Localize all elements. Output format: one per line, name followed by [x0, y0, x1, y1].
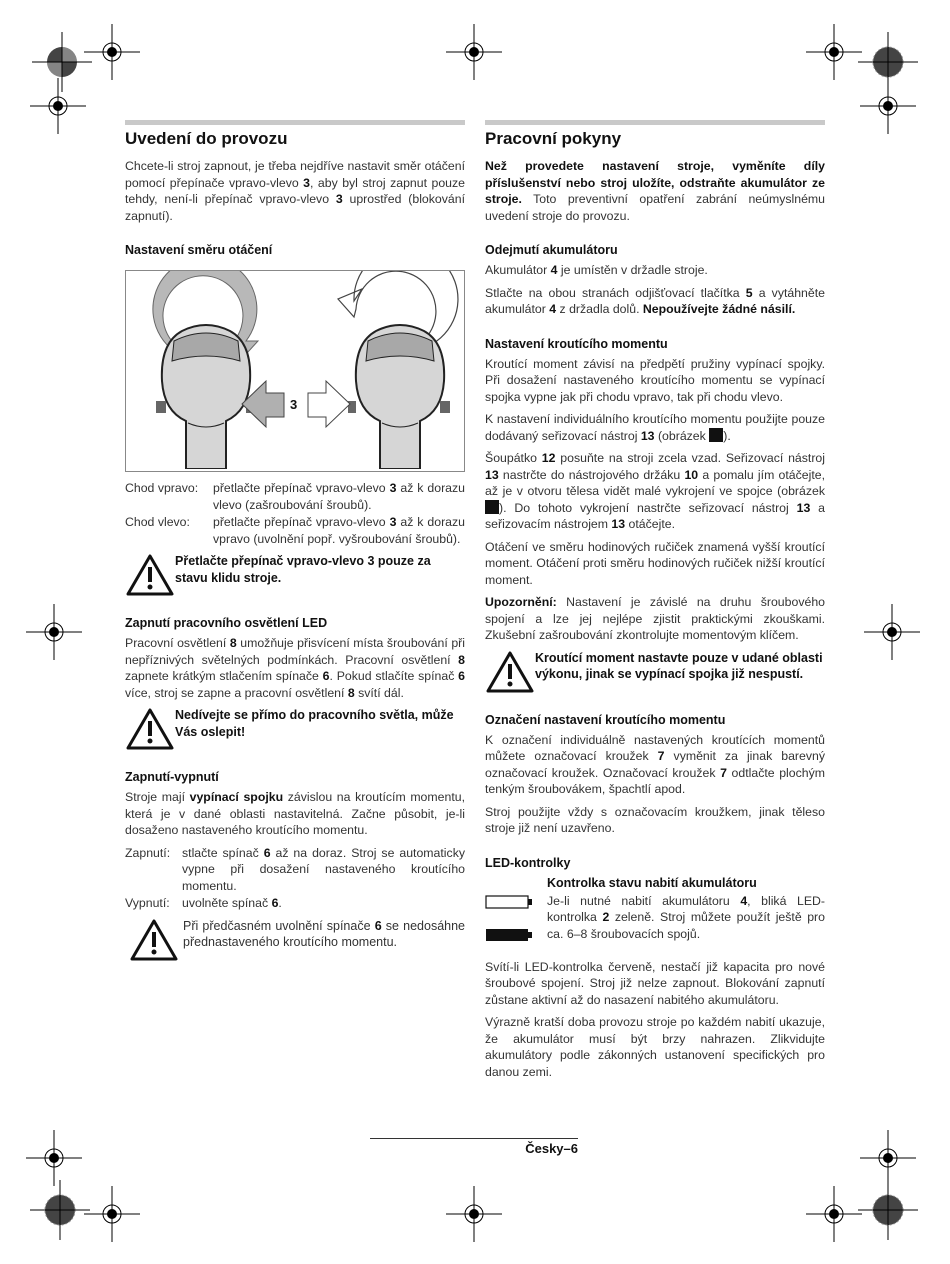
registration-mark-icon [856, 1178, 920, 1242]
led-indicator-paragraph-2: Svítí-li LED-kontrolka červeně, nestačí již kapacita pro nové šroubové spojení. Stroj již nelze zapnout. Blokování zapnutí zůstane aktivní až do nasazení nabitého akumulátoru. [485, 959, 825, 1007]
left-column [125, 120, 465, 970]
registration-target-icon [84, 1186, 140, 1242]
figure-reference-icon [485, 500, 499, 514]
on-definition: Zapnutí: stlačte spínač 6 až na doraz. Stroj se automaticky vypne při dosažení nastaveného kroutícího momentu. [125, 845, 465, 893]
torque-paragraph-3: Šoupátko 12 posuňte na stroji zcela vzad. Seřizovací nástroj 13 nastrčte do nástrojového držáku 10 a pomalu jím otáčejte, až je v otvoru tělesa vidět malé vykrojení ve spojce (obrázek ). Do tohoto vykrojení nastrčte seřizovací nástroj 13 a seřizovacím nástrojem 13 otáčejte. [485, 451, 825, 531]
led-paragraph: Pracovní osvětlení 8 umožňuje přisvícení místa šroubování při nepříznivých světelných podmínkách. Pracovní osvětlení 8 zapnete krátkým stlačením spínače 6. Pokud stlačíte spínač 6 více, stroj se zapne a pracovní osvětlení 8 svítí dál. [125, 636, 466, 700]
led-indicator-heading: LED-kontrolky [485, 855, 571, 870]
section-title: Pracovní pokyny [485, 129, 622, 148]
reverse-definition: Chod vlevo: přetlačte přepínač vpravo-vlevo 3 až k dorazu vpravo (uvolnění popř. vyšroubování šroubů). [125, 515, 465, 546]
torque-paragraph-2: K nastavení individuálního kroutícího momentu použijte pouze dodávaný seřizovací nástroj 13 (obrázek ). [485, 412, 825, 443]
battery-empty-icon [485, 895, 533, 909]
warning-icon [125, 553, 175, 597]
section-rule [125, 120, 465, 125]
intro-paragraph: Chcete-li stroj zapnout, je třeba nejdříve nastavit směr otáčení pomocí přepínače vpravo-vlevo 3, aby byl stroj zapnut pouze tehdy, není-li přepínač vpravo-vlevo 3 uprostřed (blokování zapnutí). [125, 159, 465, 223]
footer-rule [370, 1138, 578, 1139]
drill-direction-illustration [126, 271, 464, 469]
warning-light: Nedívejte se přímo do pracovního světla, může Vás oslepit! [125, 707, 465, 751]
registration-target-icon [446, 24, 502, 80]
battery-heading: Odejmutí akumulátoru [485, 243, 618, 257]
direction-figure [125, 270, 465, 472]
mark-paragraph-2: Stroj použijte vždy s označovacím kroužkem, jinak těleso stroje již není uzavřeno. [485, 804, 825, 835]
registration-target-icon [26, 604, 82, 660]
torque-paragraph-1: Kroutící moment závisí na předpětí pružiny vypínací spojky. Při dosažení nastaveného kroutícího momentu se vypínací spojka vypne jak při chodu vpravo, tak při chodu vlevo. [485, 356, 825, 404]
battery-paragraph-2: Stlačte na obou stranách odjišťovací tlačítka 5 a vytáhněte akumulátor 4 z držadla dolů. Nepoužívejte žádné násilí. [485, 285, 825, 316]
warning-icon [485, 650, 535, 694]
section-rule [485, 120, 825, 125]
registration-mark-icon [28, 1178, 92, 1242]
direction-heading: Nastavení směru otáčení [125, 243, 273, 257]
drill-left-icon [156, 325, 254, 469]
warning-icon [125, 707, 175, 751]
led-indicator-subheading: Kontrolka stavu nabití akumulátoru [547, 875, 757, 890]
led-indicator-block [485, 875, 825, 959]
onoff-paragraph: Stroje mají vypínací spojku závislou na kroutícím momentu, která je v dané oblasti nastavitelná. Začne působit, je-li dosaženo nastaveného kroutícího momentu. [125, 790, 465, 837]
warning-switch: Přetlačte přepínač vpravo-vlevo 3 pouze za stavu klidu stroje. [125, 553, 465, 597]
off-definition: Vypnutí: uvolněte spínač 6. [125, 896, 282, 910]
warning-icon [125, 918, 183, 962]
led-heading: Zapnutí pracovního osvětlení LED [125, 616, 328, 630]
registration-target-icon [30, 78, 86, 134]
torque-paragraph-4: Otáčení ve směru hodinových ručiček znamená vyšší kroutící moment. Otáčení proti směru hodinových ručiček nižší kroutící moment. [485, 539, 825, 587]
torque-heading: Nastavení kroutícího momentu [485, 336, 668, 351]
figure-reference-icon [709, 428, 723, 442]
onoff-heading: Zapnutí-vypnutí [125, 770, 219, 784]
mark-paragraph-1: K označení individuálně nastavených kroutících momentů můžete označovací kroužek 7 vyměnit za jinak barevný označovací kroužek. Označovací kroužek 7 odtlačte plochým tenkým šroubovákem, špachtlí apod. [485, 732, 826, 796]
registration-target-icon [806, 1186, 862, 1242]
page-number: Česky–6 [525, 1141, 578, 1156]
battery-paragraph-1: Akumulátor 4 je umístěn v držadle stroje. [485, 263, 708, 277]
registration-target-icon [860, 78, 916, 134]
intro-paragraph: Než provedete nastavení stroje, vyměníte díly příslušenství nebo stroj uložíte, odstraňte akumulátor ze stroje. Toto preventivní opatření zabrání neúmyslnému uvedení stroje do provozu. [485, 159, 825, 223]
forward-definition: Chod vpravo: přetlačte přepínač vpravo-vlevo 3 až k dorazu vlevo (zašroubování šroubů). [125, 481, 465, 512]
torque-note: Upozornění: Nastavení je závislé na druhu šroubového spojení a lze jej nejlépe zjistit praktickými zkouškami. Zkušební zašroubování zkontrolujte momentovým klíčem. [485, 595, 825, 642]
led-indicator-paragraph-3: Výrazně kratší doba provozu stroje po každém nabití ukazuje, že akumulátor musí být brzy nahrazen. Zlikvidujte akumulátory podle zákonných ustanovení specifických pro danou zemi. [485, 1015, 825, 1079]
right-column [485, 120, 825, 1086]
registration-target-icon [806, 24, 862, 80]
warning-release: Při předčasném uvolnění spínače 6 se nedosáhne přednastaveného kroutícího momentu. [125, 918, 465, 962]
registration-target-icon [84, 24, 140, 80]
battery-full-icon [485, 928, 533, 942]
registration-target-icon [446, 1186, 502, 1242]
drill-right-icon [348, 325, 450, 469]
switch-number-label: 3 [290, 397, 298, 412]
led-indicator-paragraph-1: Je-li nutné nabití akumulátoru 4, bliká LED-kontrolka 2 zeleně. Stroj můžete použít ještě pro ca. 6–8 šroubovacích spojů. [547, 893, 825, 941]
mark-heading: Označení nastavení kroutícího momentu [485, 712, 726, 727]
warning-torque: Kroutící moment nastavte pouze v udané oblasti výkonu, jinak se vypínací spojka již nespustí. [485, 650, 825, 694]
section-title: Uvedení do provozu [125, 129, 288, 148]
registration-target-icon [864, 604, 920, 660]
